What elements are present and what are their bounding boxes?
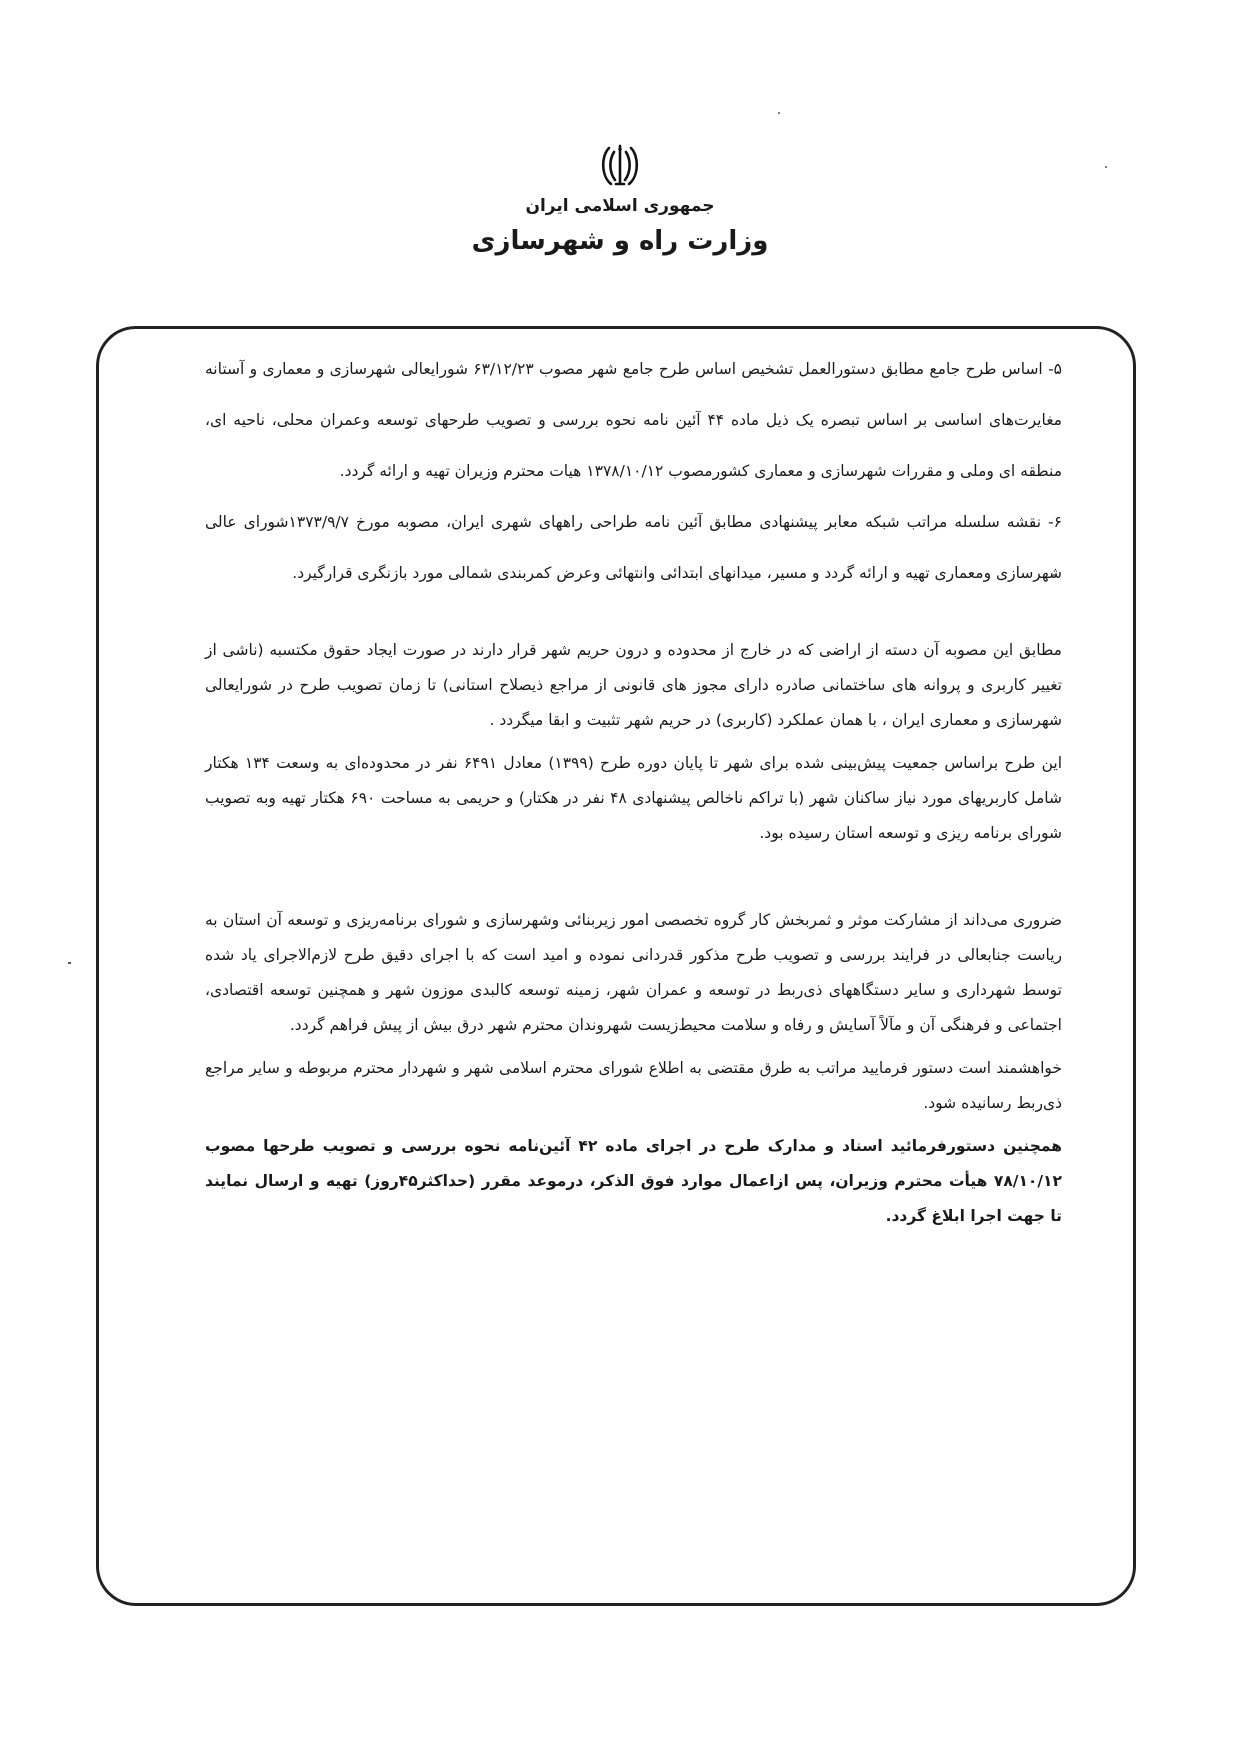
scan-speck: [68, 962, 71, 964]
iran-emblem-icon: [597, 142, 643, 192]
body-paragraph: خواهشمند است دستور فرمایید مراتب به طرق مقتضی به اطلاع شورای محترم اسلامی شهر و شهردار محترم مربوطه و سایر مراجع ذی‌ربط رسانیده شود.: [205, 1059, 1062, 1112]
letter-body: [205, 344, 1062, 1234]
republic-title: جمهوری اسلامی ایران: [525, 196, 715, 216]
body-paragraph: این طرح براساس جمعیت پیش‌بینی شده برای شهر تا پایان دوره طرح (۱۳۹۹) معادل ۶۴۹۱ نفر در محدوده‌ای به وسعت ۱۳۴ هکتار شامل کاربریهای مورد نیاز ساکنان شهر (با تراکم ناخالص پیشنهادی ۴۸ نفر در هکتار) و حریمی به مساحت ۶۹۰ هکتار تهیه وبه تصویب شورای برنامه ریزی و توسعه استان رسیده بود.: [205, 754, 1063, 842]
list-item: ۶- نقشه سلسله مراتب شبکه معابر پیشنهادی مطابق آئین نامه طراحی راههای شهری ایران، مصوبه مورخ ۱۳۷۳/۹/۷شورای عالی شهرسازی ومعماری تهیه و ارائه گردد و مسیر، میدانهای ابتدائی وانتهائی وعرض کمربندی شمالی مورد بازنگری قرارگیرد.: [205, 513, 1062, 582]
scan-speck: [778, 112, 780, 114]
body-paragraph: همچنین دستورفرمائید اسناد و مدارک طرح در اجرای ماده ۴۲ آئین‌نامه نحوه بررسی و تصویب طرحها مصوب ۷۸/۱۰/۱۲ هیأت محترم وزیران، پس ازاعمال موارد فوق الذکر، درموعد مقرر (حداکثر۴۵روز) تهیه و ارسال نمایند تا جهت اجرا ابلاغ گردد.: [205, 1137, 1062, 1225]
body-paragraph: مطابق این مصوبه آن دسته از اراضی که در خارج از محدوده و درون حریم شهر قرار دارند در صورت ایجاد حقوق مکتسبه (ناشی از تغییر کاربری و پروانه های ساختمانی صادره دارای مجوز های قانونی از مراجع ذیصلاح استانی) تا زمان تصویب طرح در شورایعالی شهرسازی و معماری ایران ، با همان عملکرد (کاربری) در حریم شهر تثبیت و ابقا میگردد .: [205, 641, 1062, 729]
letterhead: [0, 142, 1240, 256]
ministry-title: وزارت راه و شهرسازی: [471, 226, 769, 256]
list-item: ۵- اساس طرح جامع مطابق دستورالعمل تشخیص اساس طرح جامع شهر مصوب ۶۳/۱۲/۲۳ شورایعالی شهرسازی و معماری و آستانه مغایرت‌های اساسی بر اساس تبصره یک ذیل ماده ۴۴ آئین نامه نحوه بررسی و تصویب طرحهای توسعه وعمران محلی، ناحیه ای، منطقه ای وملی و مقررات شهرسازی و معماری کشورمصوب ۱۳۷۸/۱۰/۱۲ هیات محترم وزیران تهیه و ارائه گردد.: [205, 360, 1062, 480]
body-paragraph: ضروری می‌داند از مشارکت موثر و ثمربخش کار گروه تخصصی امور زیربنائی وشهرسازی و شورای برنامه‌ریزی و توسعه آن استان به ریاست جنابعالی در فرایند بررسی و تصویب طرح مذکور قدردانی نموده و امید است که با اجرای دقیق طرح لازم‌الاجرای یاد شده توسط شهرداری و سایر دستگاههای ذی‌ربط در توسعه و عمران شهر، زمینه توسعه کالبدی موزون شهر و همچنین توسعه اقتصادی، اجتماعی و فرهنگی آن و مآلاً آسایش و رفاه و سلامت محیط‌زیست شهروندان محترم شهر درق بیش از پیش فراهم گردد.: [205, 911, 1062, 1034]
